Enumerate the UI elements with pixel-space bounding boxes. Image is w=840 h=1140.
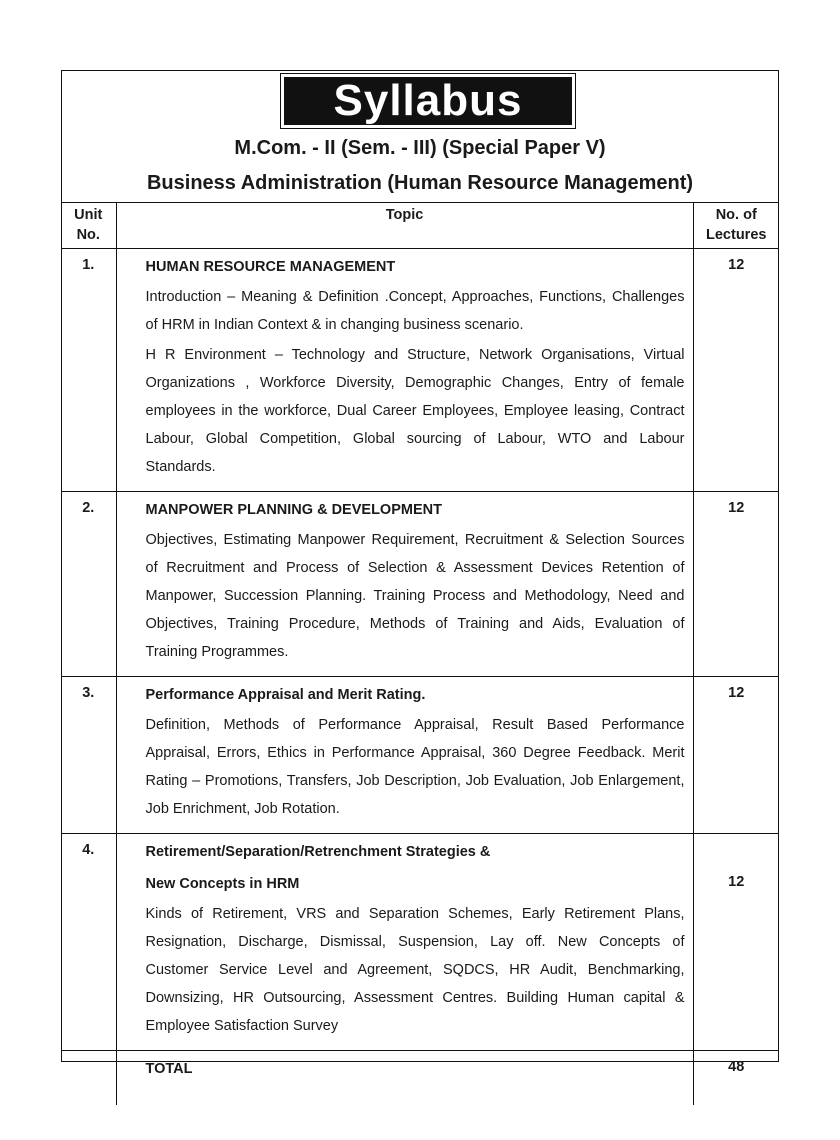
total-unit-empty <box>61 1051 116 1106</box>
unit-number: 1. <box>61 249 116 492</box>
header-lectures-line1: No. of <box>715 207 757 223</box>
topic-title: Performance Appraisal and Merit Rating. <box>145 687 426 703</box>
table-row <box>61 492 779 677</box>
banner-title: Syllabus <box>284 77 572 125</box>
topic-paragraph: Objectives, Estimating Manpower Requirement, Recruitment & Selection Sources of Recruitment and Process of Selection & Assessment Devices Retention of Manpower, Succession Planning. Training Process and Methodology, Need and Objectives, Training Procedure, Methods of Training and Aids, Evaluation of Training Programmes. <box>145 532 685 660</box>
header-unit-line2: No. <box>76 227 100 243</box>
header-lectures-line2: Lectures <box>706 227 767 243</box>
table-row <box>61 249 779 492</box>
unit-number: 3. <box>61 677 116 834</box>
topic-title: HUMAN RESOURCE MANAGEMENT <box>145 259 396 275</box>
table-row <box>61 677 779 834</box>
unit-number: 2. <box>61 492 116 677</box>
header-unit <box>61 203 116 249</box>
header-unit-line1: Unit <box>74 207 103 223</box>
topic-paragraph: H R Environment – Technology and Structure, Network Organisations, Virtual Organizations , Workforce Diversity, Demographic Changes, Entry of female employees in the workforce, Dual Career Employees, Employee leasing, Contract Labour, Global Competition, Global sourcing of Labour, WTO and Labour Standards. <box>145 347 685 475</box>
topic-title: Retirement/Separation/Retrenchment Strategies & <box>145 844 491 860</box>
syllabus-table <box>61 202 779 1105</box>
total-row <box>61 1051 779 1106</box>
topic-cell <box>116 492 693 677</box>
lecture-count: 12 <box>693 249 779 492</box>
topic-cell <box>116 249 693 492</box>
subject-line: Business Administration (Human Resource Management) <box>146 172 694 194</box>
total-label-cell <box>116 1051 693 1106</box>
table-header-row <box>61 203 779 249</box>
topic-paragraph: Introduction – Meaning & Definition .Concept, Approaches, Functions, Challenges of HRM in Indian Context & in changing business scenario. <box>145 289 685 333</box>
lecture-count-value: 12 <box>728 874 745 890</box>
lecture-count: 12 <box>693 492 779 677</box>
topic-cell <box>116 677 693 834</box>
lecture-count: 12 <box>693 677 779 834</box>
total-label: TOTAL <box>145 1061 193 1077</box>
lecture-count <box>693 834 779 1051</box>
topic-cell <box>116 834 693 1051</box>
table-row <box>61 834 779 1051</box>
topic-title-line2: New Concepts in HRM <box>145 876 300 892</box>
syllabus-frame <box>61 70 779 1077</box>
course-line: M.Com. - II (Sem. - III) (Special Paper V) <box>234 137 606 159</box>
unit-number: 4. <box>61 834 116 1051</box>
topic-paragraph: Definition, Methods of Performance Appraisal, Result Based Performance Appraisal, Errors, Ethics in Performance Appraisal, 360 Degree Feedback. Merit Rating – Promotions, Transfers, Job Description, Job Evaluation, Job Enlargement, Job Enrichment, Job Rotation. <box>145 717 685 817</box>
header-topic: Topic <box>116 203 693 249</box>
total-value: 48 <box>693 1051 779 1106</box>
header-lectures <box>693 203 779 249</box>
topic-title: MANPOWER PLANNING & DEVELOPMENT <box>145 502 442 518</box>
syllabus-banner <box>280 73 576 129</box>
topic-paragraph: Kinds of Retirement, VRS and Separation Schemes, Early Retirement Plans, Resignation, Discharge, Dismissal, Suspension, Lay off. New Concepts of Customer Service Level and Agreement, SQDCS, HR Audit, Benchmarking, Downsizing, HR Outsourcing, Assessment Centres. Building Human capital & Employee Satisfaction Survey <box>145 906 685 1034</box>
